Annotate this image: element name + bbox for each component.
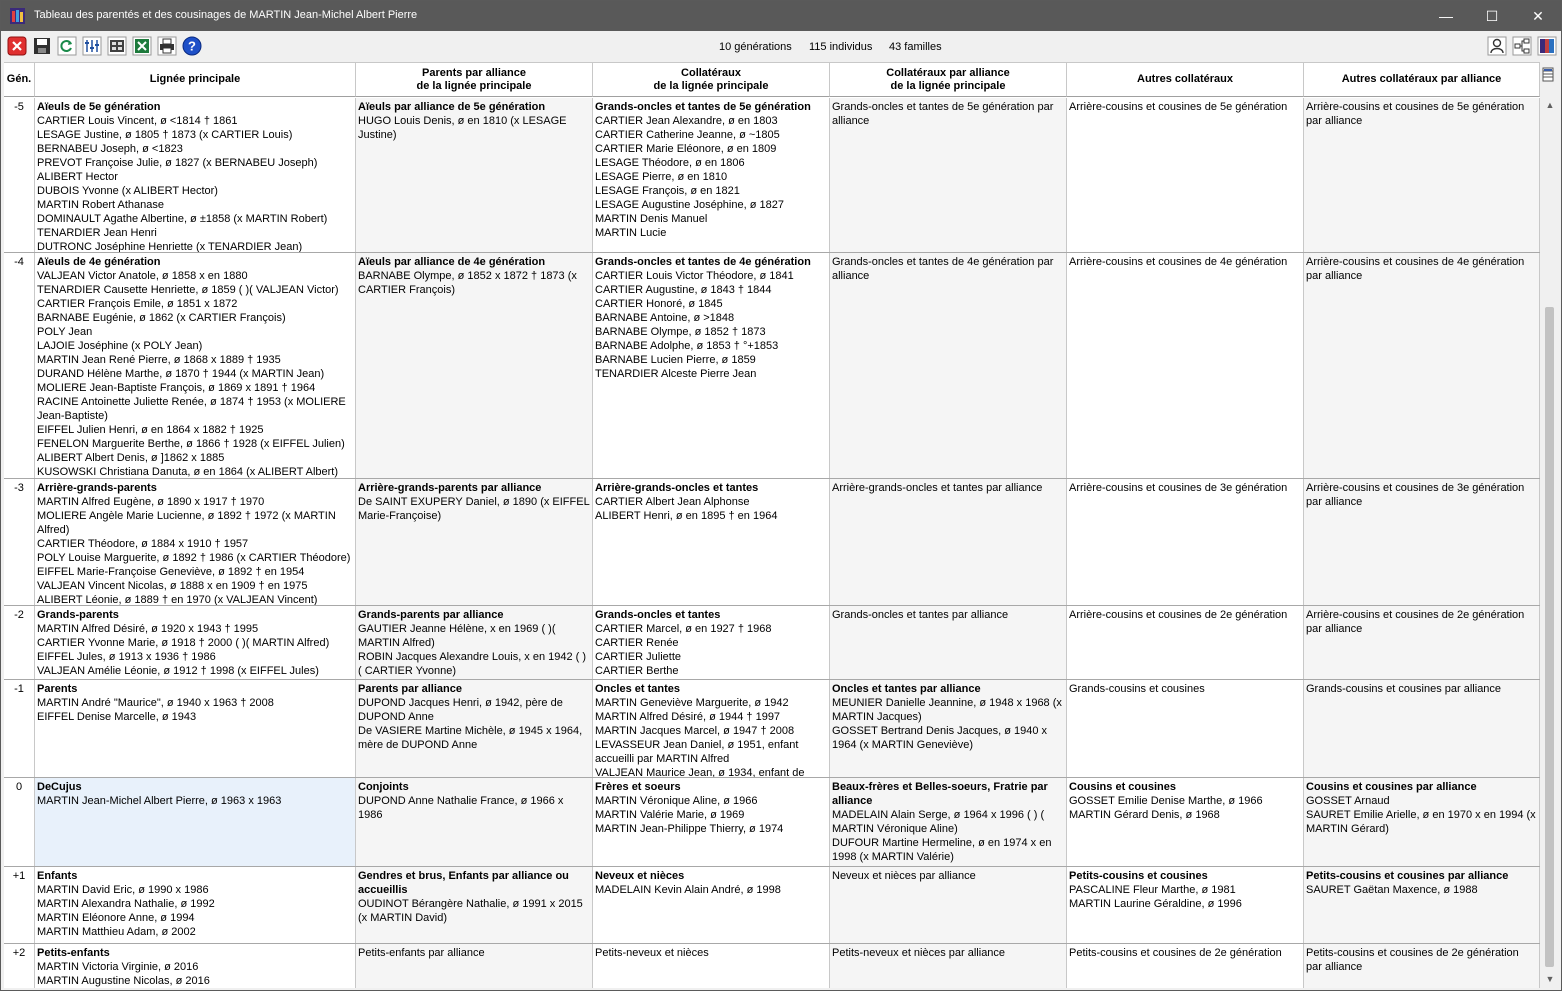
cell-other-collaterals[interactable] xyxy=(1067,479,1304,605)
person-entry[interactable]: MARTIN Geneviève Marguerite, ø 1942 xyxy=(595,697,789,709)
cell-other-collaterals[interactable] xyxy=(1067,680,1304,777)
header-other-collaterals-by-marriage[interactable]: Autres collatéraux par alliance xyxy=(1304,63,1540,97)
excel-icon[interactable] xyxy=(132,36,152,56)
person-entry[interactable]: MARTIN Jean René Pierre, ø 1868 x 1889 † 1935 xyxy=(37,354,281,366)
cell-in-laws[interactable] xyxy=(356,479,593,605)
person-entry[interactable]: GAUTIER Jeanne Hélène, x en 1969 ( )( MARTIN Alfred) xyxy=(358,623,556,649)
person-entry[interactable]: FENELON Marguerite Berthe, ø 1866 † 1928 (x EIFFEL Julien) xyxy=(37,438,345,450)
table-row xyxy=(4,98,1540,253)
cell-main-lineage[interactable] xyxy=(35,98,356,252)
generation-label: -3 xyxy=(4,479,35,605)
person-entry[interactable]: BARNABE Lucien Pierre, ø 1859 xyxy=(595,354,756,366)
category-placeholder: Arrière-cousins et cousines de 3e génération par alliance xyxy=(1306,482,1525,508)
header-collaterals-by-marriage[interactable]: Collatéraux par alliance de la lignée principale xyxy=(830,63,1067,97)
generation-label: -2 xyxy=(4,606,35,679)
person-entry[interactable]: MARTIN Jacques Marcel, ø 1947 † 2008 xyxy=(595,725,795,737)
category-placeholder: Grands-oncles et tantes de 4e génération par alliance xyxy=(832,256,1054,282)
cell-collaterals[interactable] xyxy=(593,606,830,679)
category-placeholder: Arrière-grands-oncles et tantes par alliance xyxy=(832,482,1043,494)
person-entry[interactable]: DOMINAULT Agathe Albertine, ø ±1858 (x MARTIN Robert) xyxy=(37,213,328,225)
person-entry[interactable]: LEVASSEUR Jean Daniel, ø 1951, enfant accueilli par MARTIN Alfred xyxy=(595,739,799,765)
generation-label: 0 xyxy=(4,778,35,866)
person-entry[interactable]: EIFFEL Julien Henri, ø en 1864 x 1882 † 1925 xyxy=(37,424,264,436)
person-entry[interactable]: SAURET Emilie Arielle, ø en 1970 x en 1994 (x MARTIN Gérard) xyxy=(1306,809,1536,835)
category-title: DeCujus xyxy=(37,781,82,793)
cell-in-laws[interactable] xyxy=(356,606,593,679)
category-title: Grands-parents xyxy=(37,609,119,621)
generation-label: -1 xyxy=(4,680,35,777)
person-entry[interactable]: LESAGE Augustine Joséphine, ø 1827 xyxy=(595,199,784,211)
header-in-laws-main-lineage[interactable]: Parents par alliance de la lignée principale xyxy=(356,63,593,97)
category-placeholder: Arrière-cousins et cousines de 5e génération par alliance xyxy=(1306,101,1525,127)
person-entry[interactable]: MARTIN Robert Athanase xyxy=(37,199,164,211)
person-entry[interactable]: BARNABE Olympe, ø 1852 † 1873 xyxy=(595,326,766,338)
category-placeholder: Arrière-cousins et cousines de 4e génération xyxy=(1069,256,1288,268)
cell-in-laws[interactable] xyxy=(356,680,593,777)
person-entry[interactable]: ALIBERT Hector xyxy=(37,171,118,183)
cell-collaterals[interactable] xyxy=(593,944,830,988)
category-title: Frères et soeurs xyxy=(595,781,681,793)
cell-collaterals-by-marriage[interactable] xyxy=(830,479,1067,605)
person-entry[interactable]: GOSSET Bertrand Denis Jacques, ø 1940 x 1964 (x MARTIN Geneviève) xyxy=(832,725,1048,751)
header-other-collaterals[interactable]: Autres collatéraux xyxy=(1067,63,1304,97)
cell-collaterals[interactable] xyxy=(593,680,830,777)
header-main-lineage[interactable]: Lignée principale xyxy=(35,63,356,97)
person-entry[interactable]: POLY Jean xyxy=(37,326,93,338)
person-entry[interactable]: MARTIN Augustine Nicolas, ø 2016 xyxy=(37,975,210,987)
person-entry[interactable]: CARTIER Augustine, ø 1843 † 1844 xyxy=(595,284,772,296)
save-icon[interactable] xyxy=(32,36,52,56)
tree-icon[interactable] xyxy=(1512,36,1532,56)
person-entry[interactable]: GOSSET Emilie Denise Marthe, ø 1966 xyxy=(1069,795,1263,807)
category-title: Petits-cousins et cousines xyxy=(1069,870,1208,882)
svg-text:?: ? xyxy=(188,38,196,54)
cell-collaterals-by-marriage[interactable] xyxy=(830,867,1067,943)
category-title: Arrière-grands-parents par alliance xyxy=(358,482,542,494)
person-entry[interactable]: PASCALINE Fleur Marthe, ø 1981 xyxy=(1069,884,1236,896)
film-icon[interactable] xyxy=(107,36,127,56)
person-entry[interactable]: MADELAIN Alain Serge, ø 1964 x 1996 ( ) ( MARTIN Véronique Aline) xyxy=(832,809,1045,835)
person-entry[interactable]: VALJEAN Amélie Léonie, ø 1912 † 1998 (x EIFFEL Jules) xyxy=(37,665,319,677)
cell-other-collaterals-by-marriage[interactable] xyxy=(1304,680,1540,777)
person-entry[interactable]: KUSOWSKI Christiana Danuta, ø en 1864 (x ALIBERT Albert) xyxy=(37,466,339,478)
cell-other-collaterals[interactable] xyxy=(1067,98,1304,252)
category-title: Beaux-frères et Belles-soeurs, Fratrie par alliance xyxy=(832,781,1048,807)
category-placeholder: Arrière-cousins et cousines de 3e génération xyxy=(1069,482,1288,494)
window-title: Tableau des parentés et des cousinages de MARTIN Jean-Michel Albert Pierre xyxy=(34,9,418,21)
person-entry[interactable]: VALJEAN Victor Anatole, ø 1858 x en 1880 xyxy=(37,270,248,282)
category-title: Aïeuls par alliance de 5e génération xyxy=(358,101,546,113)
person-entry[interactable]: DUFOUR Martine Hermeline, ø en 1974 x en 1998 (x MARTIN Valérie) xyxy=(832,837,1052,863)
category-placeholder: Arrière-cousins et cousines de 5e génération xyxy=(1069,101,1288,113)
person-entry[interactable]: DUPOND Anne Nathalie France, ø 1966 x 1986 xyxy=(358,795,564,821)
cell-in-laws[interactable] xyxy=(356,867,593,943)
generation-label: -4 xyxy=(4,253,35,478)
scroll-up-arrow[interactable]: ▲ xyxy=(1545,100,1555,110)
refresh-icon[interactable] xyxy=(57,36,77,56)
person-entry[interactable]: EIFFEL Jules, ø 1913 x 1936 † 1986 xyxy=(37,651,216,663)
cell-main-lineage[interactable] xyxy=(35,944,356,988)
person-entry[interactable]: GOSSET Arnaud xyxy=(1306,795,1390,807)
category-title: Arrière-grands-parents xyxy=(37,482,157,494)
cell-collaterals[interactable] xyxy=(593,479,830,605)
category-title: Petits-enfants xyxy=(37,947,110,959)
person-entry[interactable]: TENARDIER Alceste Pierre Jean xyxy=(595,368,757,380)
category-title: Gendres et brus, Enfants par alliance ou accueillis xyxy=(358,870,569,896)
category-title: Parents par alliance xyxy=(358,683,462,695)
cell-main-lineage[interactable] xyxy=(35,606,356,679)
header-collaterals-main-lineage[interactable]: Collatéraux de la lignée principale xyxy=(593,63,830,97)
person-entry[interactable]: MARTIN Victoria Virginie, ø 2016 xyxy=(37,961,199,973)
person-entry[interactable]: MARTIN Jean-Philippe Thierry, ø 1974 xyxy=(595,823,784,835)
scroll-down-arrow[interactable]: ▼ xyxy=(1545,974,1555,984)
settings-sliders-icon[interactable] xyxy=(82,36,102,56)
category-placeholder: Petits-cousins et cousines de 2e génération par alliance xyxy=(1306,947,1519,973)
category-title: Cousins et cousines xyxy=(1069,781,1176,793)
person-entry[interactable]: MADELAIN Kevin Alain André, ø 1998 xyxy=(595,884,781,896)
cell-other-collaterals-by-marriage[interactable] xyxy=(1304,253,1540,478)
person-entry[interactable]: PREVOT Françoise Julie, ø 1827 (x BERNABEU Joseph) xyxy=(37,157,318,169)
person-entry[interactable]: MARTIN Alfred Désiré, ø 1944 † 1997 xyxy=(595,711,781,723)
person-entry[interactable]: CARTIER Jean Alexandre, ø en 1803 xyxy=(595,115,778,127)
person-entry[interactable]: MARTIN Alfred Eugène, ø 1890 x 1917 † 1970 xyxy=(37,496,265,508)
cell-collaterals[interactable] xyxy=(593,867,830,943)
person-entry[interactable]: CARTIER Renée xyxy=(595,637,679,649)
person-entry[interactable]: BARNABE Olympe, ø 1852 x 1872 † 1873 (x CARTIER François) xyxy=(358,270,577,296)
cell-in-laws[interactable] xyxy=(356,253,593,478)
generation-label: -5 xyxy=(4,98,35,252)
minimize-button[interactable]: — xyxy=(1439,8,1453,24)
cell-collaterals-by-marriage[interactable] xyxy=(830,944,1067,988)
category-placeholder: Grands-cousins et cousines xyxy=(1069,683,1205,695)
cell-collaterals-by-marriage[interactable] xyxy=(830,778,1067,866)
category-title: Aïeuls par alliance de 4e génération xyxy=(358,256,546,268)
person-entry[interactable]: OUDINOT Bérangère Nathalie, ø 1991 x 2015 (x MARTIN David) xyxy=(358,898,583,924)
category-title: Aïeuls de 4e génération xyxy=(37,256,161,268)
cell-collaterals-by-marriage[interactable] xyxy=(830,98,1067,252)
person-entry[interactable]: CARTIER Yvonne Marie, ø 1918 † 2000 ( )( MARTIN Alfred) xyxy=(37,637,330,649)
person-entry[interactable]: LESAGE Pierre, ø en 1810 xyxy=(595,171,728,183)
person-entry[interactable]: MEUNIER Danielle Jeannine, ø 1948 x 1968 (x MARTIN Jacques) xyxy=(832,697,1062,723)
cell-other-collaterals[interactable] xyxy=(1067,606,1304,679)
cell-collaterals[interactable] xyxy=(593,778,830,866)
column-config-icon[interactable] xyxy=(1542,67,1556,83)
person-entry[interactable]: BARNABE Adolphe, ø 1853 † °+1853 xyxy=(595,340,779,352)
person-entry[interactable]: LESAGE François, ø en 1821 xyxy=(595,185,740,197)
cell-main-lineage[interactable] xyxy=(35,867,356,943)
individuals-count: 115 individus xyxy=(809,41,873,53)
help-icon[interactable] xyxy=(182,36,202,56)
table-row xyxy=(4,867,1540,944)
category-title: Cousins et cousines par alliance xyxy=(1306,781,1477,793)
person-entry[interactable]: CARTIER Juliette xyxy=(595,651,681,663)
person-entry[interactable]: CARTIER Marcel, ø en 1927 † 1968 xyxy=(595,623,772,635)
category-title: Grands-parents par alliance xyxy=(358,609,504,621)
person-entry[interactable]: CARTIER Marie Eléonore, ø en 1809 xyxy=(595,143,777,155)
table-row xyxy=(4,253,1540,479)
person-entry[interactable]: EIFFEL Marie-Françoise Geneviève, ø 1892 † en 1954 xyxy=(37,566,305,578)
families-count: 43 familles xyxy=(889,41,942,53)
cell-main-lineage[interactable] xyxy=(35,680,356,777)
person-entry[interactable]: CARTIER Catherine Jeanne, ø ~1805 xyxy=(595,129,780,141)
category-title: Parents xyxy=(37,683,78,695)
cell-collaterals-by-marriage[interactable] xyxy=(830,680,1067,777)
person-entry[interactable]: MARTIN Laurine Géraldine, ø 1996 xyxy=(1069,898,1242,910)
category-title: Grands-oncles et tantes de 5e génération xyxy=(595,101,811,113)
category-placeholder: Petits-neveux et nièces par alliance xyxy=(832,947,1006,959)
person-entry[interactable]: MARTIN Valérie Marie, ø 1969 xyxy=(595,809,745,821)
scroll-thumb[interactable] xyxy=(1545,307,1554,967)
person-entry[interactable]: CARTIER Louis Victor Théodore, ø 1841 xyxy=(595,270,794,282)
person-entry[interactable]: BARNABE Antoine, ø >1848 xyxy=(595,312,735,324)
cell-other-collaterals[interactable] xyxy=(1067,778,1304,866)
person-entry[interactable]: ALIBERT Léonie, ø 1889 † en 1970 (x VALJEAN Vincent) xyxy=(37,594,318,605)
app-icon xyxy=(10,8,25,24)
category-title: Neveux et nièces xyxy=(595,870,685,882)
person-entry[interactable]: CARTIER Théodore, ø 1884 x 1910 † 1957 xyxy=(37,538,249,550)
person-entry[interactable]: SAURET Gaëtan Maxence, ø 1988 xyxy=(1306,884,1478,896)
print-icon[interactable] xyxy=(157,36,177,56)
person-entry[interactable]: CARTIER Albert Jean Alphonse xyxy=(595,496,750,508)
cell-other-collaterals-by-marriage[interactable] xyxy=(1304,98,1540,252)
category-title: Conjoints xyxy=(358,781,409,793)
person-entry[interactable]: LAJOIE Joséphine (x POLY Jean) xyxy=(37,340,203,352)
person-entry[interactable]: POLY Louise Marguerite, ø 1892 † 1986 (x CARTIER Théodore) xyxy=(37,552,351,564)
person-entry[interactable]: MARTIN Lucie xyxy=(595,227,667,239)
cell-main-lineage[interactable] xyxy=(35,778,356,866)
cell-other-collaterals-by-marriage[interactable] xyxy=(1304,944,1540,988)
person-entry[interactable]: LESAGE Justine, ø 1805 † 1873 (x CARTIER Louis) xyxy=(37,129,293,141)
person-entry[interactable]: MARTIN Jean-Michel Albert Pierre, ø 1963 x 1963 xyxy=(37,795,282,807)
person-entry[interactable]: ALIBERT Albert Denis, ø ]1862 x 1885 xyxy=(37,452,225,464)
book-icon[interactable] xyxy=(1537,36,1557,56)
category-title: Petits-cousins et cousines par alliance xyxy=(1306,870,1509,882)
person-entry[interactable]: MARTIN Eléonore Anne, ø 1994 xyxy=(37,912,195,924)
category-title: Grands-oncles et tantes xyxy=(595,609,721,621)
person-entry[interactable]: VALJEAN Maurice Jean, ø 1934, enfant de xyxy=(595,767,805,777)
cell-other-collaterals-by-marriage[interactable] xyxy=(1304,606,1540,679)
person-entry[interactable]: HUGO Louis Denis, ø en 1810 (x LESAGE Justine) xyxy=(358,115,567,141)
generations-count: 10 générations xyxy=(719,41,792,53)
person-entry[interactable]: MARTIN Denis Manuel xyxy=(595,213,708,225)
table-row xyxy=(4,680,1540,778)
category-title: Oncles et tantes xyxy=(595,683,680,695)
close-red-icon[interactable] xyxy=(7,36,27,56)
person-entry[interactable]: CARTIER Berthe xyxy=(595,665,679,677)
person-entry[interactable]: MARTIN Matthieu Adam, ø 2002 xyxy=(37,926,196,938)
person-icon[interactable] xyxy=(1487,36,1507,56)
person-entry[interactable]: RACINE Antoinette Juliette Renée, ø 1874 † 1953 (x MOLIERE Jean-Baptiste) xyxy=(37,396,346,422)
table-row xyxy=(4,606,1540,680)
person-entry[interactable]: MARTIN André "Maurice", ø 1940 x 1963 † 2008 xyxy=(37,697,274,709)
category-placeholder: Arrière-cousins et cousines de 4e génération par alliance xyxy=(1306,256,1525,282)
person-entry[interactable]: TENARDIER Jean Henri xyxy=(37,227,157,239)
person-entry[interactable]: De VASIERE Martine Michèle, ø 1945 x 1964, mère de DUPOND Anne xyxy=(358,725,583,751)
table-row xyxy=(4,944,1540,988)
cell-main-lineage[interactable] xyxy=(35,253,356,478)
person-entry[interactable]: MARTIN Alexandra Nathalie, ø 1992 xyxy=(37,898,215,910)
close-button[interactable]: ✕ xyxy=(1532,8,1544,24)
category-title: Enfants xyxy=(37,870,78,882)
person-entry[interactable]: DUTRONC Joséphine Henriette (x TENARDIER Jean) xyxy=(37,241,303,252)
cell-other-collaterals[interactable] xyxy=(1067,944,1304,988)
person-entry[interactable]: DURAND Hélène Marthe, ø 1870 † 1944 (x MARTIN Jean) xyxy=(37,368,325,380)
person-entry[interactable]: DUPOND Jacques Henri, ø 1942, père de DUPOND Anne xyxy=(358,697,563,723)
cell-other-collaterals-by-marriage[interactable] xyxy=(1304,479,1540,605)
person-entry[interactable]: MARTIN Alfred Désiré, ø 1920 x 1943 † 1995 xyxy=(37,623,259,635)
person-entry[interactable]: De SAINT EXUPERY Daniel, ø 1890 (x EIFFEL Marie-Françoise) xyxy=(358,496,590,522)
vertical-scrollbar[interactable] xyxy=(1542,97,1558,987)
person-entry[interactable]: CARTIER François Emile, ø 1851 x 1872 xyxy=(37,298,238,310)
category-placeholder: Petits-neveux et nièces xyxy=(595,947,709,959)
category-placeholder: Grands-oncles et tantes par alliance xyxy=(832,609,1009,621)
cell-other-collaterals-by-marriage[interactable] xyxy=(1304,778,1540,866)
category-placeholder: Petits-cousins et cousines de 2e génération xyxy=(1069,947,1282,959)
category-placeholder: Arrière-cousins et cousines de 2e génération par alliance xyxy=(1306,609,1525,635)
cell-collaterals-by-marriage[interactable] xyxy=(830,253,1067,478)
header-gen[interactable]: Gén. xyxy=(4,63,35,97)
cell-collaterals[interactable] xyxy=(593,253,830,478)
title-bar xyxy=(1,1,1561,31)
person-entry[interactable]: MOLIERE Angèle Marie Lucienne, ø 1892 † 1972 (x MARTIN Alfred) xyxy=(37,510,336,536)
person-entry[interactable]: MARTIN Véronique Aline, ø 1966 xyxy=(595,795,758,807)
category-title: Aïeuls de 5e génération xyxy=(37,101,161,113)
cell-collaterals[interactable] xyxy=(593,98,830,252)
kinship-table xyxy=(4,62,1540,988)
person-entry[interactable]: ALIBERT Henri, ø en 1895 † en 1964 xyxy=(595,510,778,522)
cell-collaterals-by-marriage[interactable] xyxy=(830,606,1067,679)
cell-other-collaterals-by-marriage[interactable] xyxy=(1304,867,1540,943)
cell-in-laws[interactable] xyxy=(356,98,593,252)
person-entry[interactable]: LESAGE Théodore, ø en 1806 xyxy=(595,157,745,169)
generation-label: +2 xyxy=(4,944,35,988)
generation-label: +1 xyxy=(4,867,35,943)
cell-other-collaterals[interactable] xyxy=(1067,867,1304,943)
cell-main-lineage[interactable] xyxy=(35,479,356,605)
person-entry[interactable]: CARTIER Honoré, ø 1845 xyxy=(595,298,723,310)
maximize-button[interactable]: ☐ xyxy=(1485,8,1499,24)
person-entry[interactable]: MARTIN Gérard Denis, ø 1968 xyxy=(1069,809,1220,821)
category-placeholder: Petits-enfants par alliance xyxy=(358,947,485,959)
person-entry[interactable]: DUBOIS Yvonne (x ALIBERT Hector) xyxy=(37,185,218,197)
person-entry[interactable]: MOLIERE Jean-Baptiste François, ø 1869 x 1891 † 1964 xyxy=(37,382,316,394)
person-entry[interactable]: BERNABEU Joseph, ø <1823 xyxy=(37,143,183,155)
person-entry[interactable]: TENARDIER Causette Henriette, ø 1859 ( )( VALJEAN Victor) xyxy=(37,284,339,296)
person-entry[interactable]: CARTIER Louis Vincent, ø <1814 † 1861 xyxy=(37,115,238,127)
category-placeholder: Grands-cousins et cousines par alliance xyxy=(1306,683,1502,695)
person-entry[interactable]: MARTIN David Eric, ø 1990 x 1986 xyxy=(37,884,209,896)
cell-in-laws[interactable] xyxy=(356,944,593,988)
cell-in-laws[interactable] xyxy=(356,778,593,866)
category-placeholder: Arrière-cousins et cousines de 2e génération xyxy=(1069,609,1288,621)
person-entry[interactable]: VALJEAN Vincent Nicolas, ø 1888 x en 1909 † en 1975 xyxy=(37,580,308,592)
table-row xyxy=(4,778,1540,867)
person-entry[interactable]: EIFFEL Denise Marcelle, ø 1943 xyxy=(37,711,197,723)
person-entry[interactable]: ROBIN Jacques Alexandre Louis, x en 1942 ( ) ( CARTIER Yvonne) xyxy=(358,651,587,677)
category-placeholder: Grands-oncles et tantes de 5e génération par alliance xyxy=(832,101,1054,127)
cell-other-collaterals[interactable] xyxy=(1067,253,1304,478)
category-title: Arrière-grands-oncles et tantes xyxy=(595,482,759,494)
person-entry[interactable]: BARNABE Eugénie, ø 1862 (x CARTIER François) xyxy=(37,312,286,324)
table-row xyxy=(4,479,1540,606)
category-title: Grands-oncles et tantes de 4e génération xyxy=(595,256,811,268)
category-placeholder: Neveux et nièces par alliance xyxy=(832,870,976,882)
category-title: Oncles et tantes par alliance xyxy=(832,683,981,695)
